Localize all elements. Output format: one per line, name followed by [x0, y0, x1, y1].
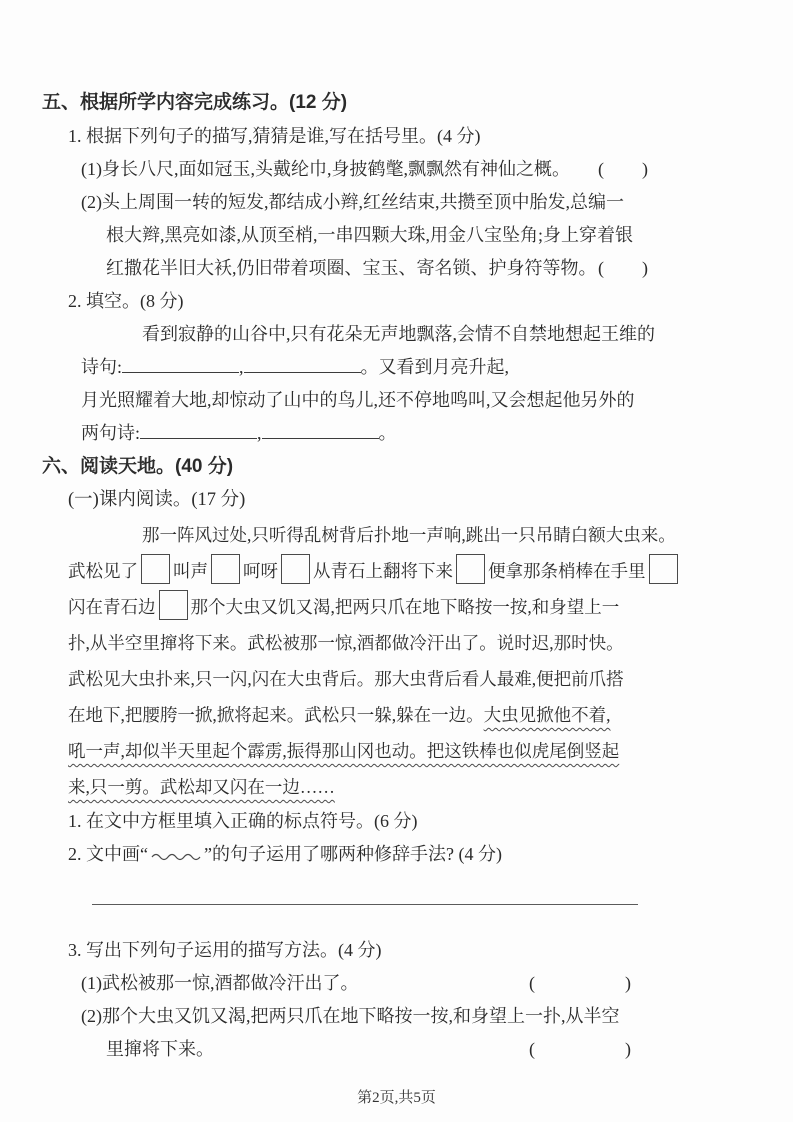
- fill-label: 两句诗:: [81, 423, 141, 443]
- passage-text: 叫声: [173, 561, 208, 581]
- paren-open: (: [529, 1039, 535, 1059]
- paren-close: ): [625, 1039, 631, 1059]
- passage-text: 在地下,把腰胯一掀,掀将起来。武松只一躲,躲在一边。: [68, 705, 484, 725]
- passage-text: 武松见了: [68, 561, 138, 581]
- period: 。: [378, 423, 397, 443]
- comma: ,: [239, 357, 244, 377]
- q1-item2-text: 红撒花半旧大袄,仍旧带着项圈、宝玉、寄名锁、护身符等物。: [106, 258, 597, 278]
- paren-open: (: [598, 258, 604, 278]
- section5-q2-fill-line1: [42, 351, 650, 384]
- fill-label: 诗句:: [81, 357, 123, 377]
- section5-q2-stem: 2. 填空。(8 分): [68, 291, 184, 311]
- q3-item2-text: 里撺将下来。: [106, 1039, 214, 1059]
- wavy-underlined-text: 吼一声,却似半天里起个霹雳,振得那山冈也动。把这铁棒也似虎尾倒竖起: [68, 741, 620, 761]
- q2-prefix-text: 2. 文中画“: [68, 844, 148, 864]
- answer-parentheses: [529, 967, 631, 1000]
- page-footer: 第2页,共5页: [357, 1090, 436, 1106]
- passage-line7: [42, 733, 650, 769]
- section5-q2-paragraph-line1: 看到寂静的山谷中,只有花朵无声地飘落,会情不自禁地想起王维的: [142, 324, 655, 344]
- wavy-underlined-text: 大虫见掀他不着,: [483, 705, 611, 725]
- punctuation-box: [141, 554, 170, 584]
- punctuation-box: [456, 554, 485, 584]
- section5-heading: 五、根据所学内容完成练习。(12 分): [42, 92, 348, 113]
- section6-q3-stem: 3. 写出下列句子运用的描写方法。(4 分): [68, 940, 382, 960]
- punctuation-box: [649, 554, 678, 584]
- fill-blank: [262, 418, 379, 439]
- passage-line1: 那一阵风过处,只听得乱树背后扑地一声响,跳出一只吊睛白额大虫来。: [142, 525, 676, 545]
- paren-close: ): [642, 159, 648, 179]
- comma: ,: [257, 423, 262, 443]
- passage-text: 呵呀: [243, 561, 278, 581]
- passage-line8: [42, 769, 650, 805]
- section6-heading: 六、阅读天地。(40 分): [42, 456, 234, 477]
- test-paper-content: [42, 86, 676, 1066]
- q1-item1-text: (1)身长八尺,面如冠玉,头戴纶巾,身披鹤氅,飘飘然有神仙之概。: [81, 159, 570, 179]
- section5-q2-fill-line2: [42, 417, 650, 450]
- paren-close: ): [642, 258, 648, 278]
- section5-q2-paragraph-line2: 月光照耀着大地,却惊动了山中的鸟儿,还不停地鸣叫,又会想起他另外的: [81, 390, 635, 410]
- paren-open: (: [598, 159, 604, 179]
- passage-text: 那个大虫又饥又渴,把两只爪在地下略按一按,和身望上一: [190, 597, 620, 617]
- section5-q1-item1: [42, 153, 650, 186]
- passage-line4: 扑,从半空里撺将下来。武松被那一惊,酒都做冷汗出了。说时迟,那时快。: [68, 633, 624, 653]
- punctuation-box: [211, 554, 240, 584]
- section6-q1-stem: 1. 在文中方框里填入正确的标点符号。(6 分): [68, 811, 418, 831]
- answer-parentheses: [598, 252, 648, 285]
- fill-blank: [140, 418, 257, 439]
- section5-q1-stem: 1. 根据下列句子的描写,猜猜是谁,写在括号里。(4 分): [68, 126, 481, 146]
- wavy-line-symbol: [151, 839, 201, 872]
- section5-q1-item2-line1: (2)头上周围一转的短发,都结成小辫,红丝结束,共攒至顶中胎发,总编一: [81, 192, 624, 212]
- paren-open: (: [529, 973, 535, 993]
- section6-q3-item2-line2: [42, 1033, 650, 1066]
- passage-text: 闪在青石边: [68, 597, 156, 617]
- section6-sub-heading: (一)课内阅读。(17 分): [68, 490, 246, 510]
- passage-line6: [42, 697, 650, 733]
- section6-q3-item1: [42, 967, 650, 1000]
- answer-parentheses: [529, 1033, 631, 1066]
- fill-blank: [122, 352, 239, 373]
- punctuation-box: [281, 554, 310, 584]
- fill-blank: [244, 352, 361, 373]
- q3-item1-text: (1)武松被那一惊,酒都做冷汗出了。: [81, 973, 359, 993]
- answer-rule-line: [92, 904, 638, 905]
- section5-q1-item2-line2: 根大辫,黑亮如漆,从顶至梢,一串四颗大珠,用金八宝坠角;身上穿着银: [106, 225, 633, 245]
- punctuation-box: [159, 590, 188, 620]
- answer-parentheses: [598, 153, 648, 186]
- wavy-underlined-text: 来,只一剪。武松却又闪在一边……: [68, 777, 335, 797]
- passage-line3: [42, 589, 650, 625]
- passage-text: 便拿那条梢棒在手里: [488, 561, 646, 581]
- passage-text: 从青石上翻将下来: [313, 561, 453, 581]
- paren-close: ): [625, 973, 631, 993]
- passage-line5: 武松见大虫扑来,只一闪,闪在大虫背后。那大虫背后看人最难,便把前爪搭: [68, 669, 624, 689]
- after-blank-text: 。又看到月亮升起,: [360, 357, 510, 377]
- section5-q1-item2-line3: [42, 252, 650, 285]
- q2-suffix-text: ”的句子运用了哪两种修辞手法? (4 分): [204, 844, 502, 864]
- passage-line2: [42, 553, 650, 589]
- section6-q3-item2-line1: (2)那个大虫又饥又渴,把两只爪在地下略按一按,和身望上一扑,从半空: [81, 1006, 620, 1026]
- section6-q2-stem: [42, 838, 650, 871]
